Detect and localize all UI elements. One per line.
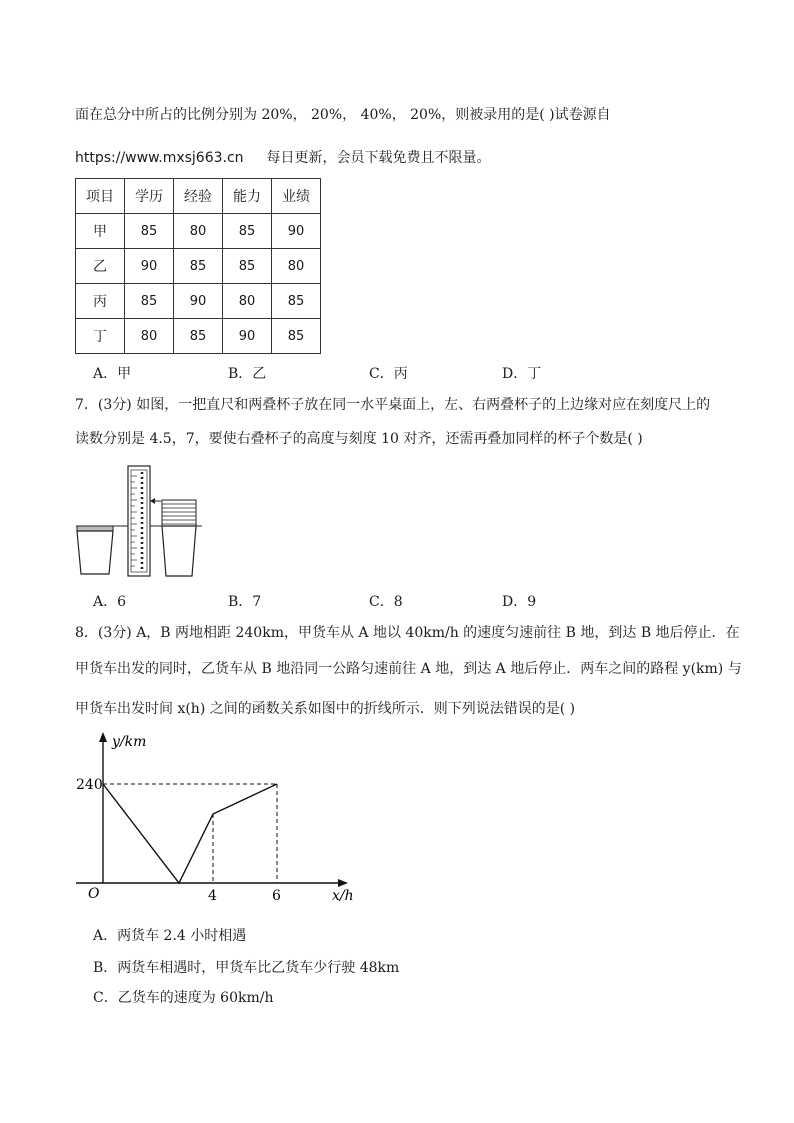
y-axis-label: y/km [112,734,147,750]
table-header-cell: 能力 [223,179,272,214]
table-cell: 85 [125,214,174,249]
q6-option-a[interactable]: A．甲 [93,366,132,382]
table-cell: 丁 [76,319,125,354]
q7-option-d[interactable]: D．9 [502,594,537,610]
q6-option-b[interactable]: B．乙 [228,366,267,382]
cups-ruler-figure [72,462,206,580]
pointer-arrow [150,498,161,504]
q8-text-line2: 甲货车出发的同时，乙货车从 B 地沿同一公路匀速前往 A 地，到达 A 地后停止．两车之间的路程 y(km) 与 [75,661,742,677]
left-cup-stack [77,526,113,574]
q8-text-line3: 甲货车出发时间 x(h) 之间的函数关系如图中的折线所示．则下列说法错误的是( ) [75,701,576,717]
table-cell: 90 [125,249,174,284]
q6-text-line2 [75,149,490,167]
score-table [75,178,321,354]
ruler [128,466,150,576]
q8-option-b[interactable]: B．两货车相遇时，甲货车比乙货车少行驶 48km [93,960,400,976]
table-header-row [76,179,321,214]
q8-text-line1: 8．(3分) A，B 两地相距 240km，甲货车从 A 地以 40km/h 的速度匀速前往 B 地，到达 B 地后停止．在 [75,625,740,641]
table-cell: 乙 [76,249,125,284]
table-row [76,284,321,319]
table-cell: 85 [223,214,272,249]
table-cell: 85 [174,319,223,354]
right-cup-stack [162,500,196,576]
table-row [76,249,321,284]
table-cell: 85 [272,319,321,354]
distance-time-graph [72,728,362,910]
table-cell: 85 [272,284,321,319]
table-row [76,214,321,249]
q8-option-a[interactable]: A．两货车 2.4 小时相遇 [93,928,247,944]
distance-polyline [103,784,277,883]
table-cell: 甲 [76,214,125,249]
table-row [76,319,321,354]
table-cell: 85 [125,284,174,319]
x-tick-6: 6 [272,888,281,904]
x-tick-4: 4 [208,888,217,904]
table-header-cell: 经验 [174,179,223,214]
table-cell: 80 [125,319,174,354]
q6-text-line1: 面在总分中所占的比例分别为 20%， 20%， 40%， 20%，则被录用的是( )试卷源自 [75,107,611,123]
table-cell: 85 [223,249,272,284]
table-cell: 90 [223,319,272,354]
q7-text-line1: 7．(3分) 如图，一把直尺和两叠杯子放在同一水平桌面上，左、右两叠杯子的上边缘对应在刻度尺上的 [75,397,711,413]
q8-option-c[interactable]: C．乙货车的速度为 60km/h [93,990,274,1006]
x-axis-label: x/h [332,888,354,904]
q6-option-c[interactable]: C．丙 [369,366,408,382]
table-cell: 80 [223,284,272,319]
table-header-cell: 业绩 [272,179,321,214]
q7-option-a[interactable]: A．6 [93,594,127,610]
table-header-cell: 项目 [76,179,125,214]
table-cell: 80 [272,249,321,284]
source-url[interactable]: https://www.mxsj663.cn [75,150,244,166]
table-cell: 90 [174,284,223,319]
table-cell: 80 [174,214,223,249]
table-cell: 90 [272,214,321,249]
table-header-cell: 学历 [125,179,174,214]
q6-option-d[interactable]: D．丁 [502,366,542,382]
source-note: 每日更新，会员下载免费且不限量。 [266,150,491,166]
q7-option-c[interactable]: C．8 [369,594,403,610]
y-axis-arrow [99,732,107,742]
table-cell: 85 [174,249,223,284]
q7-text-line2: 读数分别是 4.5，7，要使右叠杯子的高度与刻度 10 对齐，还需再叠加同样的杯子个数是( ) [75,431,643,447]
y-tick-240: 240 [76,777,103,793]
q7-option-b[interactable]: B．7 [228,594,262,610]
x-axis-arrow [338,879,348,887]
table-cell: 丙 [76,284,125,319]
origin-label: O [88,886,100,902]
